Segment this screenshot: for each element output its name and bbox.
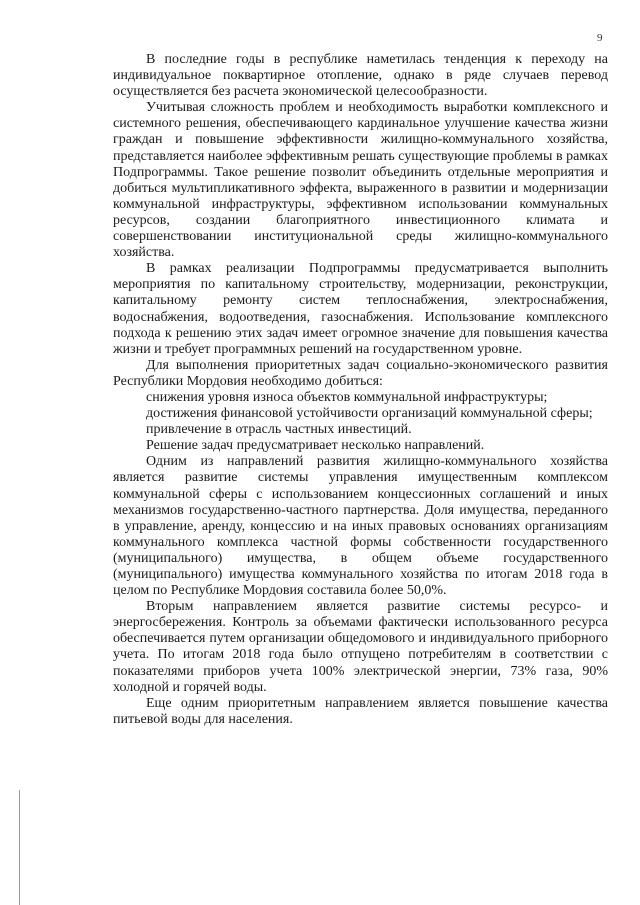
page-number: 9 (597, 32, 603, 44)
list-item: привлечение в отрасль частных инвестиций. (146, 422, 412, 438)
paragraph: Вторым направлением является развитие системы ресурсо- и энергосбережения. Контроль за объемами фактически использованного ресурса обеспечивается путем организации общедомового и индивидуального приборного учета. По итогам 2018 года было отпущено потребителям в соответствии с показателями приборов учета 100% электрической энергии, 73% газа, 90% холодной и горячей воды. (113, 599, 608, 695)
paragraph: В последние годы в республике наметилась тенденция к переходу на индивидуальное поквартирное отопление, однако в ряде случаев перевод осуществляется без расчета экономической целесообразности. (113, 52, 608, 100)
paragraph: Одним из направлений развития жилищно-коммунального хозяйства является развитие системы управления имущественным комплексом коммунальной сферы с использованием концессионных соглашений и иных механизмов государственно-частного партнерства. Доля имущества, переданного в управление, аренду, концессию и на иных правовых основаниях организациям коммунального комплекса частной формы собственности государственного (муниципального) имущества, в общем объеме государственного (муниципального) имущества коммунального хозяйства по итогам 2018 года в целом по Республике Мордовия составила более 50,0%. (113, 454, 608, 599)
paragraph: Еще одним приоритетным направлением является повышение качества питьевой воды для населения. (113, 695, 608, 727)
list-item: достижения финансовой устойчивости организаций коммунальной сферы; (146, 406, 593, 422)
paragraph: В рамках реализации Подпрограммы предусматривается выполнить мероприятия по капитальному строительству, модернизации, реконструкции, капитальному ремонту систем теплоснабжения, электроснабжения, водоснабжения, водоотведения, газоснабжения. Использование комплексного подхода к решению этих задач имеет огромное значение для повышения качества жизни и требует программных решений на государственном уровне. (113, 261, 608, 357)
paragraph: Для выполнения приоритетных задач социально-экономического развития Республики Мордовия необходимо добиться: (113, 357, 608, 389)
scan-edge-line (19, 790, 20, 905)
paragraph: Решение задач предусматривает несколько направлений. (146, 438, 485, 454)
list-item: снижения уровня износа объектов коммунальной инфраструктуры; (146, 389, 548, 405)
paragraph: Учитывая сложность проблем и необходимость выработки комплексного и системного решения, обеспечивающего кардинальное улучшение качества жизни граждан и повышение эффективности жилищно-коммунального хозяйства, представляется наиболее эффективным решать существующие проблемы в рамках Подпрограммы. Такое решение позволит объединить отдельные мероприятия и добиться мультипликативного эффекта, выраженного в развитии и модернизации коммунальной инфраструктуры, эффективном использовании коммунальных ресурсов, создании благоприятного инвестиционного климата и совершенствовании институциональной среды жилищно-коммунального хозяйства. (113, 100, 608, 261)
document-body (113, 52, 608, 728)
